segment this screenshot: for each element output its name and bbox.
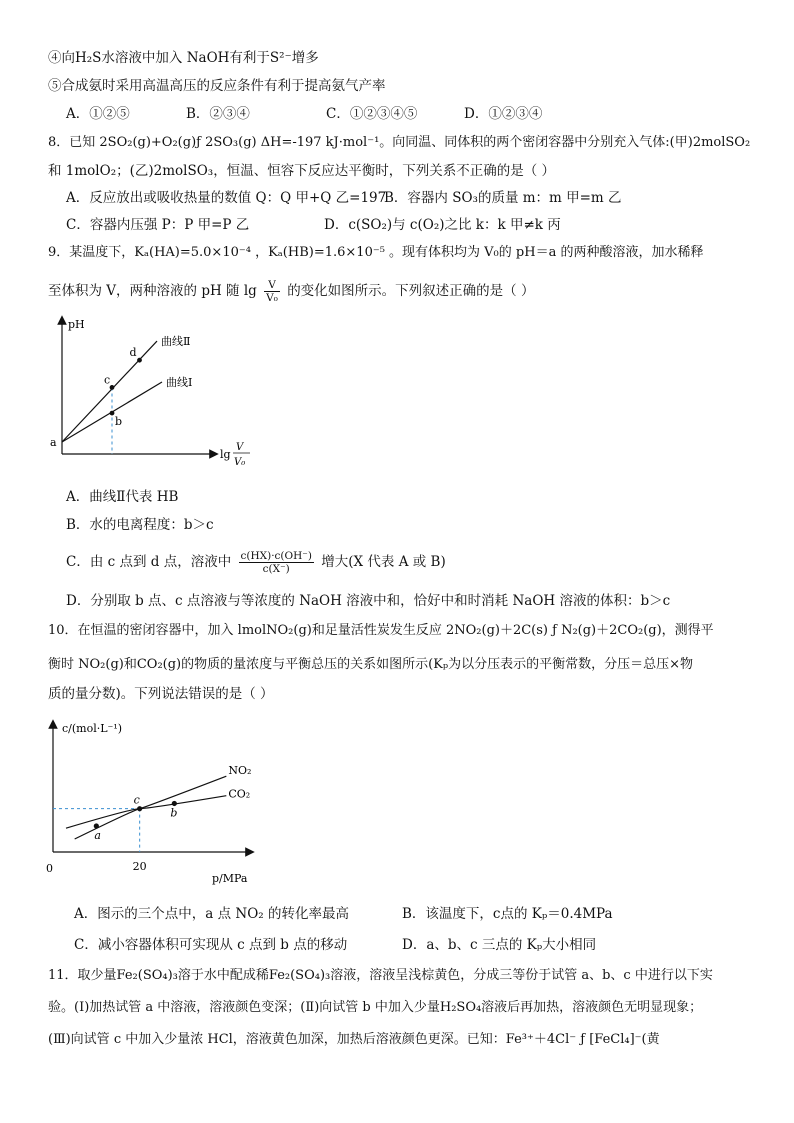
statement-5: ⑤合成氨时采用高温高压的反应条件有利于提高氨气产率	[48, 78, 386, 94]
concentration-pressure-chart	[40, 712, 280, 892]
point-b	[110, 411, 115, 416]
y-axis-label: pH	[68, 318, 85, 331]
series-label-2: CO₂	[228, 787, 251, 801]
series-line-1	[62, 341, 157, 442]
point-label-b: b	[170, 806, 178, 820]
q10-stem-2: 衡时 NO₂(g)和CO₂(g)的物质的量浓度与平衡总压的关系如图所示(Kₚ为以分压表示的平衡常数，分压＝总压×物	[48, 657, 693, 672]
q9-option-c-text: C．由 c 点到 d 点，溶液中	[66, 554, 232, 570]
q9-stem-2	[48, 278, 534, 304]
point-label-c: c	[104, 373, 111, 387]
q9-stem-1: 9．某温度下，Kₐ(HA)=5.0×10⁻⁴ ，Kₐ(HB)=1.6×10⁻⁵ 。现有体积均为 V₀的 pH＝a 的两种酸溶液，加水稀释	[48, 245, 704, 260]
q9-option-c[interactable]	[66, 548, 446, 576]
q7-option-c[interactable]: C．①②③④⑤	[326, 106, 418, 122]
point-label-c: c	[133, 793, 140, 807]
q10-stem-1: 10．在恒温的密闭容器中，加入 lmolNO₂(g)和足量活性炭发生反应 2NO₂(g)＋2C(s) ƒ N₂(g)＋2CO₂(g)，测得平	[48, 623, 714, 638]
q7-option-b[interactable]: B．②③④	[186, 106, 250, 122]
ph-dilution-chart	[40, 312, 280, 482]
series-label-2: 曲线Ⅰ	[166, 376, 193, 389]
q10-option-d[interactable]: D．a、b、c 三点的 Kₚ大小相同	[402, 937, 597, 953]
q9-option-b[interactable]: B．水的电离程度：b＞c	[66, 517, 214, 533]
q9-frac-num: V	[264, 279, 280, 292]
point-label-a: a	[94, 829, 101, 842]
q11-stem-3: (Ⅲ)向试管 c 中加入少量浓 HCl，溶液黄色加深，加热后溶液颜色更深。已知：Fe³⁺＋4Cl⁻ ƒ [FeCl₄]⁻(黄	[48, 1032, 660, 1047]
series-label-1: 曲线Ⅱ	[161, 335, 191, 349]
q11-stem-2: 验。(Ⅰ)加热试管 a 中溶液，溶液颜色变深；(Ⅱ)向试管 b 中加入少量H₂SO₄溶液后再加热，溶液颜色无明显现象；	[48, 1000, 703, 1015]
q9-option-d[interactable]: D．分别取 b 点、c 点溶液与等浓度的 NaOH 溶液中和，恰好中和时消耗 NaOH 溶液的体积：b＞c	[66, 593, 671, 609]
q9-option-c-fraction	[239, 550, 314, 575]
q9-stem-2-text: 至体积为 V，两种溶液的 pH 随 lg	[48, 283, 257, 299]
point-a	[94, 823, 99, 828]
q8-stem-2: 和 1molO₂；(乙)2molSO₃，恒温、恒容下反应达平衡时，下列关系不正确的是（ ）	[48, 163, 555, 179]
point-b	[172, 801, 177, 806]
q8-option-a[interactable]: A．反应放出或吸收热量的数值 Q：Q 甲+Q 乙=197	[66, 190, 387, 206]
statement-4: ④向H₂S水溶液中加入 NaOH有利于S²⁻增多	[48, 50, 319, 66]
q8-option-c[interactable]: C．容器内压强 P：P 甲=P 乙	[66, 217, 250, 233]
q9-option-c-frac-den: c(X⁻)	[262, 563, 290, 575]
q9-option-a[interactable]: A．曲线Ⅱ代表 HB	[66, 489, 179, 505]
q10-option-b[interactable]: B．该温度下，c点的 Kₚ＝0.4MPa	[402, 906, 613, 922]
point-label-b: b	[115, 415, 123, 429]
series-curve-2	[66, 793, 226, 829]
origin-label: 0	[46, 862, 53, 875]
q9-frac-den: V₀	[266, 292, 278, 304]
q9-option-c-frac-num: c(HX)·c(OH⁻)	[240, 550, 312, 562]
q10-option-a[interactable]: A．图示的三个点中，a 点 NO₂ 的转化率最高	[74, 906, 349, 922]
q7-option-a[interactable]: A．①②⑤	[66, 106, 130, 122]
x-axis-label: p/MPa	[212, 872, 248, 885]
point-label-d: d	[129, 346, 137, 360]
point-c	[110, 385, 115, 390]
point-c	[137, 806, 142, 811]
y-axis-label: c/(mol·L⁻¹)	[62, 722, 123, 735]
x-axis-frac-num: V	[236, 442, 244, 453]
x-tick-label-1: 20	[132, 860, 147, 873]
q8-option-b[interactable]: B．容器内 SO₃的质量 m：m 甲=m 乙	[384, 190, 622, 206]
q9-stem-2-tail: 的变化如图所示。下列叙述正确的是（ ）	[287, 283, 535, 299]
q8-option-d[interactable]: D．c(SO₂)与 c(O₂)之比 k：k 甲≠k 丙	[324, 217, 561, 233]
q11-stem-1: 11．取少量Fe₂(SO₄)₃溶于水中配成稀Fe₂(SO₄)₃溶液，溶液呈浅棕黄色，分成三等份于试管 a、b、c 中进行以下实	[48, 968, 713, 983]
q10-stem-3: 质的量分数)。下列说法错误的是（ ）	[48, 686, 274, 702]
point-d	[137, 358, 142, 363]
x-axis-frac-den: V₀	[234, 457, 246, 468]
q8-stem-1: 8．已知 2SO₂(g)+O₂(g)ƒ 2SO₃(g) ΔH=-197 kJ·mol⁻¹。向同温、同体积的两个密闭容器中分别充入气体:(甲)2molSO₂	[48, 135, 751, 150]
q9-option-c-tail: 增大(X 代表 A 或 B)	[321, 554, 446, 570]
q9-fraction	[264, 279, 280, 304]
q10-option-c[interactable]: C．减小容器体积可实现从 c 点到 b 点的移动	[74, 937, 348, 953]
point-label-a: a	[50, 436, 57, 449]
q7-option-d[interactable]: D．①②③④	[464, 106, 543, 122]
series-label-1: NO₂	[228, 764, 252, 778]
x-axis-label: lg	[220, 448, 231, 461]
